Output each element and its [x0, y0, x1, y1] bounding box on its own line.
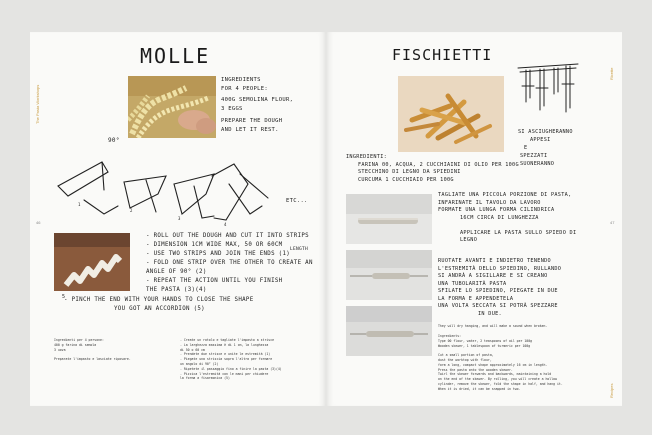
- step-line: - ROLL OUT THE DOUGH AND CUT IT INTO STRIPS: [146, 233, 309, 239]
- note-line: Preparate l'impasto e lasciate riposare.: [54, 357, 131, 362]
- accordion-photo: [54, 233, 130, 291]
- accordion-step-number: 5: [62, 294, 66, 300]
- sketch-note-line: APPESI: [530, 137, 551, 143]
- step-photo-skewer: [346, 250, 432, 300]
- step-line: FORMATE UNA LUNGA FORMA CILINDRICA: [438, 207, 555, 213]
- step-line: TAGLIATE UNA PICCOLA PORZIONE DI PASTA,: [438, 192, 572, 198]
- ing-line: 400G SEMOLINA FLOUR,: [221, 97, 294, 103]
- right-side-label: Ricette: [609, 67, 614, 80]
- step-photo-rolled-dough: [346, 194, 432, 244]
- step-line: LA FORMA E APPENDETELA: [438, 295, 514, 302]
- ing-line: FARINA 00, ACQUA, 2 CUCCHIAINI DI OLIO PER 100G: [358, 161, 519, 168]
- step-line: - PINCH THE END WITH YOUR HANDS TO CLOSE THE SHAPE: [64, 297, 254, 303]
- note-line: Wooden skewer, 1 tablespoon of turmeric per 100g: [438, 343, 531, 348]
- note-line: Ingredients:: [438, 334, 462, 338]
- ing-line: INGREDIENTS: [221, 77, 261, 83]
- ing-line: PREPARE THE DOUGH: [221, 118, 283, 124]
- left-steps: [146, 232, 313, 295]
- ing-line: FOR 4 PEOPLE:: [221, 86, 268, 92]
- right-page-number: 47: [610, 220, 615, 225]
- right-ingredients: [346, 154, 519, 184]
- note-line: un angolo di 90° (2): [180, 361, 219, 366]
- diagram-number: 1: [78, 202, 81, 207]
- step-line: IN DUE.: [478, 310, 502, 317]
- step-photo-rolled-on-skewer: [346, 306, 432, 356]
- step-line: - USE TWO STRIPS AND JOIN THE ENDS (1): [146, 251, 291, 257]
- step-line: APPLICARE LA PASTA SULLO SPIEDO DI: [460, 229, 577, 236]
- step-line: ANGLE OF 90° (2): [146, 269, 207, 275]
- ing-line: AND LET IT REST.: [221, 127, 279, 133]
- note-line: Cut a small portion of pasta,: [438, 353, 494, 358]
- note-line: cylinder, remove the skewer, fold the shape in half, and hang it.: [438, 381, 563, 386]
- left-side-label: The Pasta Workshops: [35, 84, 40, 124]
- step-line: LEGNO: [460, 237, 478, 243]
- etc-label: ETC...: [286, 198, 308, 204]
- hanging-fischietti-sketch: [516, 58, 582, 116]
- left-title: MOLLE: [140, 44, 211, 68]
- step-line: - REPEAT THE ACTION UNTIL YOU FINISH: [146, 278, 283, 284]
- note-line: 3 uova: [54, 347, 66, 352]
- left-notes-steps: [180, 338, 282, 381]
- sketch-note-line: SPEZZATI: [520, 153, 548, 159]
- step-line: SFILATE LO SPIEDINO, PIEGATE IN DUE: [438, 288, 558, 294]
- left-final-steps: [64, 296, 254, 314]
- note-line: 400 g farina di semola: [54, 342, 97, 347]
- right-page: [326, 32, 622, 406]
- fischietti-photo: [398, 76, 504, 152]
- ing-line: STECCHINO DI LEGNO DA SPIEDINI: [358, 169, 461, 175]
- note-line: form a long, compact shape approximately 16 cm in length.: [438, 362, 548, 367]
- molle-pasta-photo: [128, 76, 216, 138]
- book-spread: [30, 32, 622, 406]
- ing-line: 3 EGGS: [221, 106, 243, 112]
- sketch-note-line: SI ASCIUGHERANNO: [518, 129, 573, 135]
- step-line: - DIMENSION 1CM WIDE MAX, 50 OR 60CM: [146, 242, 283, 248]
- note-line: - Ripetete il passaggio fino a finire la pasta (3)(4): [180, 366, 282, 371]
- step-line: 16CM CIRCA DI LUNGHEZZA: [460, 214, 539, 221]
- step-line: YOU GOT AN ACCORDION (5): [114, 306, 205, 312]
- step-line: - FOLD ONE STRIP OVER THE OTHER TO CREATE AN: [146, 260, 313, 266]
- note-line: Type 00 flour, water, 2 teaspoons of oil per 100g: [438, 338, 533, 343]
- note-line: - Prendete due strisce e unite le estremità (1): [180, 352, 271, 357]
- step-line: INFARINATE IL TAVOLO DA LAVORO: [438, 199, 541, 206]
- step-line: THE PASTA (3)(4): [146, 287, 207, 293]
- note-line: Press the pasta onto the wooden skewer.: [438, 367, 513, 372]
- left-page: [30, 32, 326, 406]
- left-ingredients: [221, 76, 293, 135]
- step-line: SI ANDRÀ A SIGILLARE E SI CREANO: [438, 273, 548, 279]
- ing-line: INGREDIENTI:: [346, 154, 388, 160]
- sketch-note-line: SUONERANNO: [520, 161, 555, 167]
- step-two-text: [438, 258, 561, 318]
- note-line: - La larghezza massima è di 1 cm, la lunghezza: [180, 342, 269, 347]
- left-page-number: 46: [36, 220, 41, 225]
- note-line: Twirl the skewer forwards and backwards, maintaining a hold: [438, 372, 552, 377]
- length-note: LENGTH: [290, 247, 309, 252]
- step-line: L'ESTREMITÀ DELLO SPIEDINO, RULLANDO: [438, 265, 562, 272]
- right-side-label-bottom: Recipes: [609, 383, 614, 398]
- note-line: Ingredienti per 4 persone:: [54, 338, 104, 342]
- diagram-number: 4: [224, 222, 227, 227]
- step-line: RUOTATE AVANTI E INDIETRO TENENDO: [438, 258, 551, 264]
- step-line: UNA VOLTA SECCATA SI POTRÀ SPEZZARE: [438, 303, 558, 309]
- note-line: When it is dried, it can be snapped in two.: [438, 386, 521, 391]
- note-line: la forma a fisarmonica (5): [180, 376, 230, 381]
- note-line: - Create un rotolo e tagliate l'impasto a strisce: [180, 338, 275, 342]
- step-line: [438, 222, 576, 230]
- left-notes-ingredients: [54, 338, 131, 362]
- folding-diagram-sketch: [54, 136, 324, 240]
- note-line: - Pizzica l'estremità con le mani per chiudere: [180, 371, 269, 376]
- note-line: on the end of the skewer. By rolling, you will create a hollow: [438, 377, 557, 382]
- right-notes: [438, 334, 563, 392]
- note-line: di 50 o 60 cm: [180, 347, 205, 352]
- step-one-text: [438, 192, 576, 245]
- caption-after: They will dry hanging, and will make a sound when broken.: [438, 324, 548, 328]
- ing-line: CURCUMA 1 CUCCHIAIO PER 100G: [358, 176, 454, 183]
- note-line: - Piegate una striscia sopra l'altra per formare: [180, 357, 273, 362]
- note-line: dust the worktop with flour,: [438, 357, 492, 362]
- diagram-number: 2: [130, 208, 133, 213]
- diagram-number: 3: [178, 216, 181, 221]
- angle-label: 90°: [108, 137, 120, 144]
- sketch-note: [518, 128, 573, 168]
- sketch-note-line: E: [524, 145, 528, 151]
- right-title: FISCHIETTI: [392, 46, 493, 64]
- step-line: UNA TUBOLARITÀ PASTA: [438, 280, 507, 287]
